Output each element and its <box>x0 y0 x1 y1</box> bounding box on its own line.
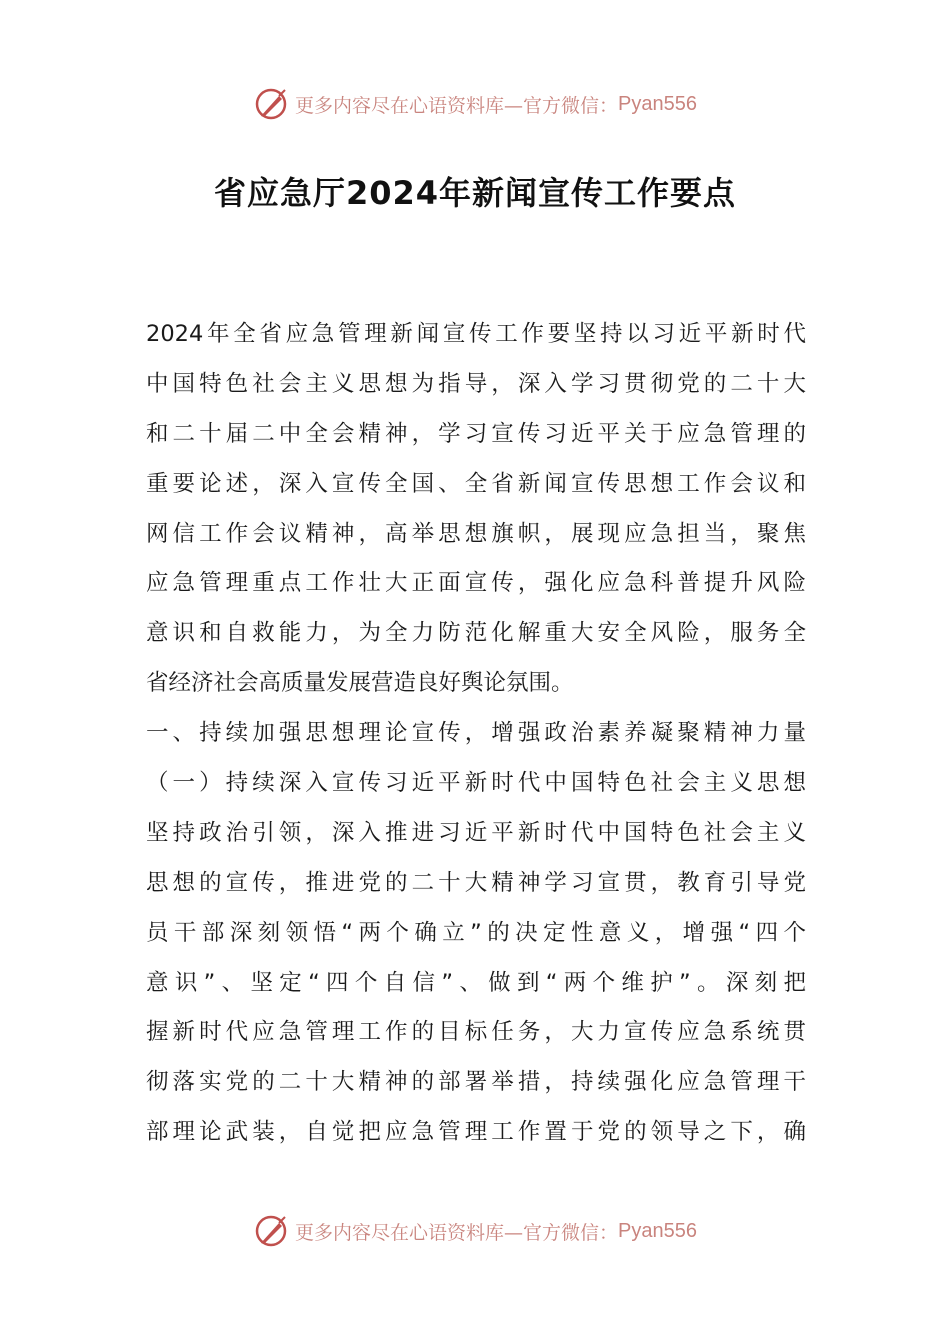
section-heading: 一、持续加强思想理论宣传，增强政治素养凝聚精神力量 <box>146 720 806 747</box>
document-body <box>146 310 806 1158</box>
text-line: 和二十届二中全会精神，学习宣传习近平关于应急管理的 <box>146 420 806 447</box>
document-title: 省应急厅2024年新闻宣传工作要点 <box>213 174 737 212</box>
text-line: 重要论述，深入宣传全国、全省新闻宣传思想工作会议和 <box>146 470 806 497</box>
wechat-id: Pyan556 <box>618 92 697 115</box>
text-line: 2024年全省应急管理新闻宣传工作要坚持以习近平新时代 <box>146 321 806 347</box>
subsection-heading: （一）持续深入宣传习近平新时代中国特色社会主义思想 <box>146 770 806 797</box>
text-line: 思想的宣传，推进党的二十大精神学习宣贯，教育引导党 <box>146 869 806 896</box>
text-line: 员干部深刻领悟“两个确立”的决定性意义，增强“四个 <box>146 919 806 946</box>
text-line: 握新时代应急管理工作的目标任务，大力宣传应急系统贯 <box>146 1019 806 1046</box>
watermark-text: 更多内容尽在心语资料库—官方微信： <box>295 94 619 117</box>
text-line: 应急管理重点工作壮大正面宣传，强化应急科普提升风险 <box>146 570 806 597</box>
text-line: 意识”、坚定“四个自信”、做到“两个维护”。深刻把 <box>146 969 806 996</box>
watermark-header <box>0 84 950 124</box>
text-line: 省经济社会高质量发展营造良好舆论氛围。 <box>146 670 574 697</box>
text-line: 意识和自救能力，为全力防范化解重大安全风险，服务全 <box>146 620 806 647</box>
text-line: 彻落实党的二十大精神的部署举措，持续强化应急管理干 <box>146 1069 806 1096</box>
watermark-footer <box>0 1211 950 1251</box>
quill-logo-icon <box>253 1213 289 1249</box>
text-line: 网信工作会议精神，高举思想旗帜，展现应急担当，聚焦 <box>146 520 806 547</box>
text-line: 部理论武装，自觉把应急管理工作置于党的领导之下，确 <box>146 1119 806 1146</box>
text-line: 中国特色社会主义思想为指导，深入学习贯彻党的二十大 <box>146 370 806 397</box>
wechat-id: Pyan556 <box>618 1219 697 1242</box>
quill-logo-icon <box>253 86 289 122</box>
text-line: 坚持政治引领，深入推进习近平新时代中国特色社会主义 <box>146 819 806 846</box>
watermark-text: 更多内容尽在心语资料库—官方微信： <box>295 1221 619 1244</box>
